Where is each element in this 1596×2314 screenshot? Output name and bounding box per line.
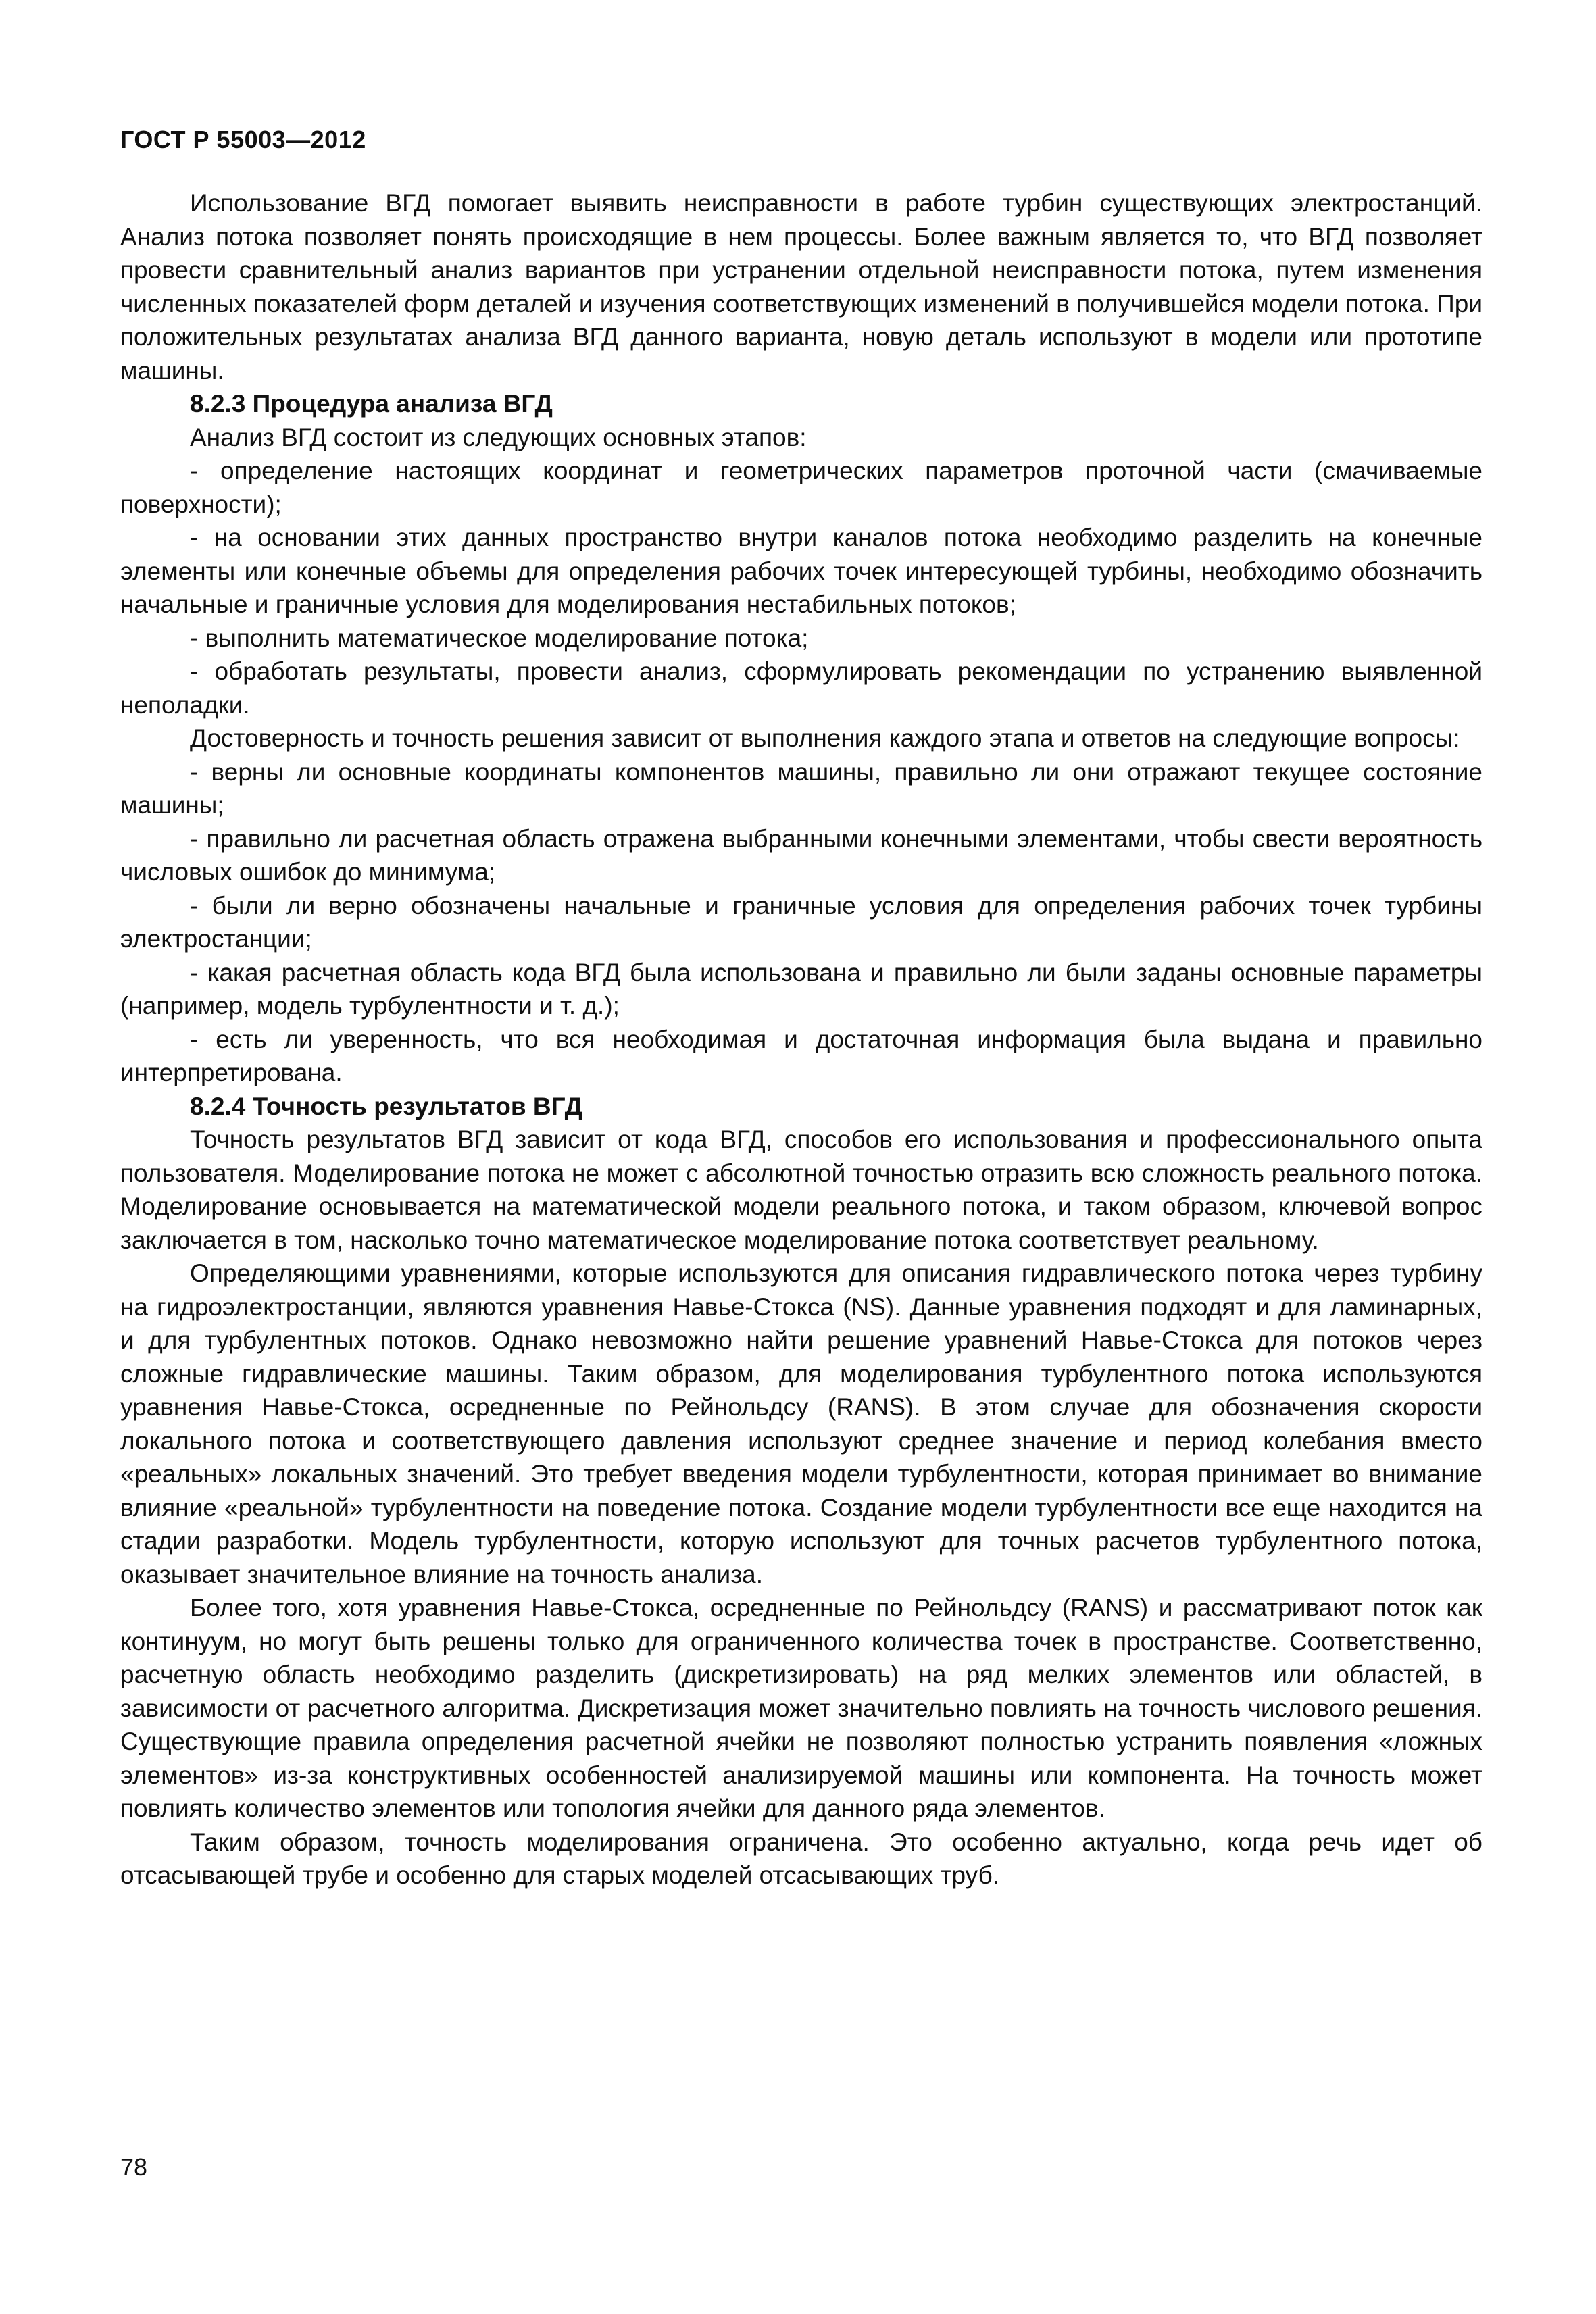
body-paragraph: - обработать результаты, провести анализ, сформулировать рекомендации по устранению выявленной неполадки.	[120, 657, 1482, 719]
body-paragraph: Таким образом, точность моделирования ограничена. Это особенно актуально, когда речь идет об отсасывающей трубе и особенно для старых моделей отсасывающих труб.	[120, 1828, 1482, 1889]
body-paragraph: - на основании этих данных пространство внутри каналов потока необходимо разделить на конечные элементы или конечные объемы для определения рабочих точек интересующей турбины, необходимо обозначить начальные и граничные условия для моделирования нестабильных потоков;	[120, 524, 1482, 618]
body-paragraph: - выполнить математическое моделирование потока;	[190, 624, 809, 652]
body-paragraph: Более того, хотя уравнения Навье-Стокса, осредненные по Рейнольдсу (RANS) и рассматривают поток как континуум, но могут быть решены только для ограниченного количества точек в пространстве. Соответственно, расчетную область необходимо разделить (дискретизировать) на ряд мелких элементов или областей, в зависимости от расчетного алгоритма. Дискретизация может значительно повлиять на точность числового решения. Существующие правила определения расчетной ячейки не позволяют полностью устранить появления «ложных элементов» из-за конструктивных особенностей анализируемой машины или компонента. На точность может повлиять количество элементов или топология ячейки для данного ряда элементов.	[120, 1594, 1482, 1822]
document-header: ГОСТ Р 55003—2012	[120, 126, 366, 153]
body-paragraph: Достоверность и точность решения зависит от выполнения каждого этапа и ответов на следующие вопросы:	[190, 724, 1460, 752]
body-paragraph: - есть ли уверенность, что вся необходимая и достаточная информация была выдана и правильно интерпретирована.	[120, 1025, 1482, 1086]
section-heading: 8.2.4 Точность результатов ВГД	[190, 1092, 583, 1120]
body-paragraph: Точность результатов ВГД зависит от кода ВГД, способов его использования и профессионального опыта пользователя. Моделирование потока не может с абсолютной точностью отразить всю сложность реального потока. Моделирование основывается на математической модели реального потока, и таком образом, ключевой вопрос заключается в том, насколько точно математическое моделирование потока соответствует реальному.	[120, 1126, 1482, 1254]
body-paragraph: - правильно ли расчетная область отражена выбранными конечными элементами, чтобы свести вероятность числовых ошибок до минимума;	[120, 824, 1482, 886]
page-number: 78	[120, 2153, 148, 2181]
body-paragraph: - определение настоящих координат и геометрических параметров проточной части (смачиваемые поверхности);	[120, 457, 1482, 518]
body-paragraph: Анализ ВГД состоит из следующих основных этапов:	[190, 423, 807, 451]
body-paragraph: - верны ли основные координаты компонентов машины, правильно ли они отражают текущее состояние машины;	[120, 757, 1482, 819]
body-paragraph: Определяющими уравнениями, которые используются для описания гидравлического потока через турбину на гидроэлектростанции, являются уравнения Навье-Стокса (NS). Данные уравнения подходят и для ламинарных, и для турбулентных потоков. Однако невозможно найти решение уравнений Навье-Стокса для потоков через сложные гидравлические машины. Таким образом, для моделирования турбулентного потока используются уравнения Навье-Стокса, осредненные по Рейнольдсу (RANS). В этом случае для обозначения скорости локального потока и соответствующего давления используют среднее значение и период колебания вместо «реальных» локальных значений. Это требует введения модели турбулентности, которая принимает во внимание влияние «реальной» турбулентности на поведение потока. Создание модели турбулентности все еще находится на стадии разработки. Модель турбулентности, которую используют для точных расчетов турбулентного потока, оказывает значительное влияние на точность анализа.	[120, 1259, 1482, 1588]
document-body	[120, 186, 1482, 1892]
body-paragraph: - какая расчетная область кода ВГД была использована и правильно ли были заданы основные параметры (например, модель турбулентности и т. д.);	[120, 958, 1482, 1020]
section-heading: 8.2.3 Процедура анализа ВГД	[190, 390, 553, 418]
body-paragraph: - были ли верно обозначены начальные и граничные условия для определения рабочих точек турбины электростанции;	[120, 891, 1482, 953]
body-paragraph: Использование ВГД помогает выявить неисправности в работе турбин существующих электростанций. Анализ потока позволяет понять происходящие в нем процессы. Более важным является то, что ВГД позволяет провести сравнительный анализ вариантов при устранении отдельной неисправности потока, путем изменения численных показателей форм деталей и изучения соответствующих изменений в получившейся модели потока. При положительных результатах анализа ВГД данного варианта, новую деталь используют в модели или прототипе машины.	[120, 189, 1482, 384]
